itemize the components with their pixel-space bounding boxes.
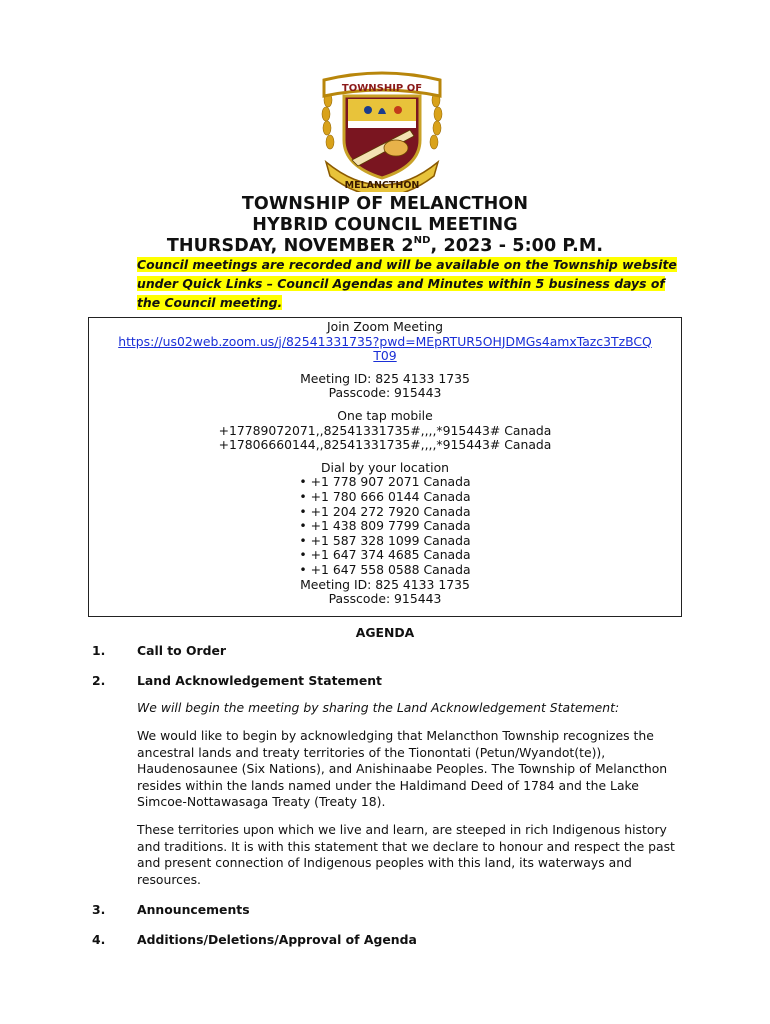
township-crest-logo [318,70,446,192]
dial-number: • +1 438 809 7799 Canada [89,519,681,534]
dial-number: • +1 587 328 1099 Canada [89,534,681,549]
recording-notice: Council meetings are recorded and will be available on the Township website under Quick Links – Council Agendas and Minutes within 5 business days of the Council meeting. [137,257,677,310]
meeting-id: Meeting ID: 825 4133 1735 [300,370,470,386]
passcode: Passcode: 915443 [328,591,442,607]
one-tap-number: +17789072071,,82541331735#,,,,*915443# Canada [218,422,552,438]
agenda-heading: AGENDA [355,625,415,640]
township-title: TOWNSHIP OF MELANCTHON [241,194,529,214]
meeting-date-title: THURSDAY, NOVEMBER 2ND, 2023 - 5:00 P.M. [166,235,604,256]
land-ack-intro: We will begin the meeting by sharing the Land Acknowledgement Statement: [137,700,620,715]
zoom-info-box [88,317,682,617]
dial-number: • +1 778 907 2071 Canada [89,475,681,490]
meeting-type-title: HYBRID COUNCIL MEETING [252,215,518,235]
meeting-id: Meeting ID: 825 4133 1735 [300,576,470,592]
agenda-page: TOWNSHIP OF MELANCTHON TOWNSHIP OF MELANCTHON HYBRID COUNCIL MEETING THURSDAY, NOVEMBER 2ND, 2023 - 5:00 P.M. Council meetings are recorded and will be available on the Township website under Quick Links – Council Agendas and Minutes within 5 business days of the Council meeting. Join Zoom Meeting https://us02web.zoom.us/j/82541331735?pwd=MEpRTUR5OHJDMGs4amxTazc3TzBCQ T09 Meeting ID: 825 4133 1735 Passcode: 915443 One tap mobile +17789072071,,82541331735#,,,,*915443# Canada +17806660144,,82541331735#,,,,*915443# Canada Dial by your location • +1 778 907 2071 Canada • +1 780 666 0144 Canada • +1 204 272 7920 Canada • +1 438 809 7799 Canada • +1 587 328 1099 Canada • +1 647 374 4685 Canada • +1 647 558 0588 Canada Meeting ID: 825 4133 1735 Passcode: 915443 AGENDA 1. Call to Order 2. Land Acknowledgement Statement We will begin the meeting by sharing the Land Acknowledgement Statement: We would like to begin by acknowledging that Melancthon Township recognizes the ancestral lands and treaty territories of the Tionontati (Petun/Wyandot(te)), Haudenosaunee (Six Nations), and Anishinaabe Peoples. The Township of Melancthon resides within the lands named under the Haldimand Deed of 1784 and the Lake Simcoe-Nottawasaga Treaty (Treaty 18). These territories upon which we live and learn, are steeped in rich Indigenous history and traditions. It is with this statement that we declare to honour and respect the past and present connection of Indigenous peoples with this land, its waterways and resources. 3. Announcements 4. Additions/Deletions/Approval of Agenda [0,0,770,1024]
svg-text:TOWNSHIP OF: TOWNSHIP OF [341,83,423,94]
svg-text:MELANCTHON: MELANCTHON [344,180,420,191]
one-tap-number: +17806660144,,82541331735#,,,,*915443# Canada [218,437,552,453]
dial-number: • +1 780 666 0144 Canada [89,490,681,505]
one-tap-label: One tap mobile [337,407,433,423]
meeting-title-block [0,194,770,257]
land-ack-paragraph: We would like to begin by acknowledging that Melancthon Township recognizes the ancestral lands and treaty territories of the Tionontati (Petun/Wyandot(te)), Haudenosaunee (Six Nations), and Anishinaabe Peoples. The Township of Melancthon resides within the lands named under the Haldimand Deed of 1784 and the Lake Simcoe-Nottawasaga Treaty (Treaty 18). [137,728,668,810]
dial-label: Dial by your location [320,459,450,475]
land-ack-paragraph: These territories upon which we live and learn, are steeped in rich Indigenous history and traditions. It is with this statement that we declare to honour and respect the past and present connection of Indigenous peoples with this land, its waterways and resources. [137,822,675,887]
zoom-meeting-link[interactable]: https://us02web.zoom.us/j/82541331735?pwd=MEpRTUR5OHJDMGs4amxTazc3TzBCQ T09 [118,333,652,364]
join-zoom-label: Join Zoom Meeting [326,319,444,334]
passcode: Passcode: 915443 [328,385,442,401]
dial-number: • +1 204 272 7920 Canada [89,505,681,520]
dial-number: • +1 647 374 4685 Canada [89,548,681,563]
dial-number: • +1 647 558 0588 Canada [89,563,681,578]
